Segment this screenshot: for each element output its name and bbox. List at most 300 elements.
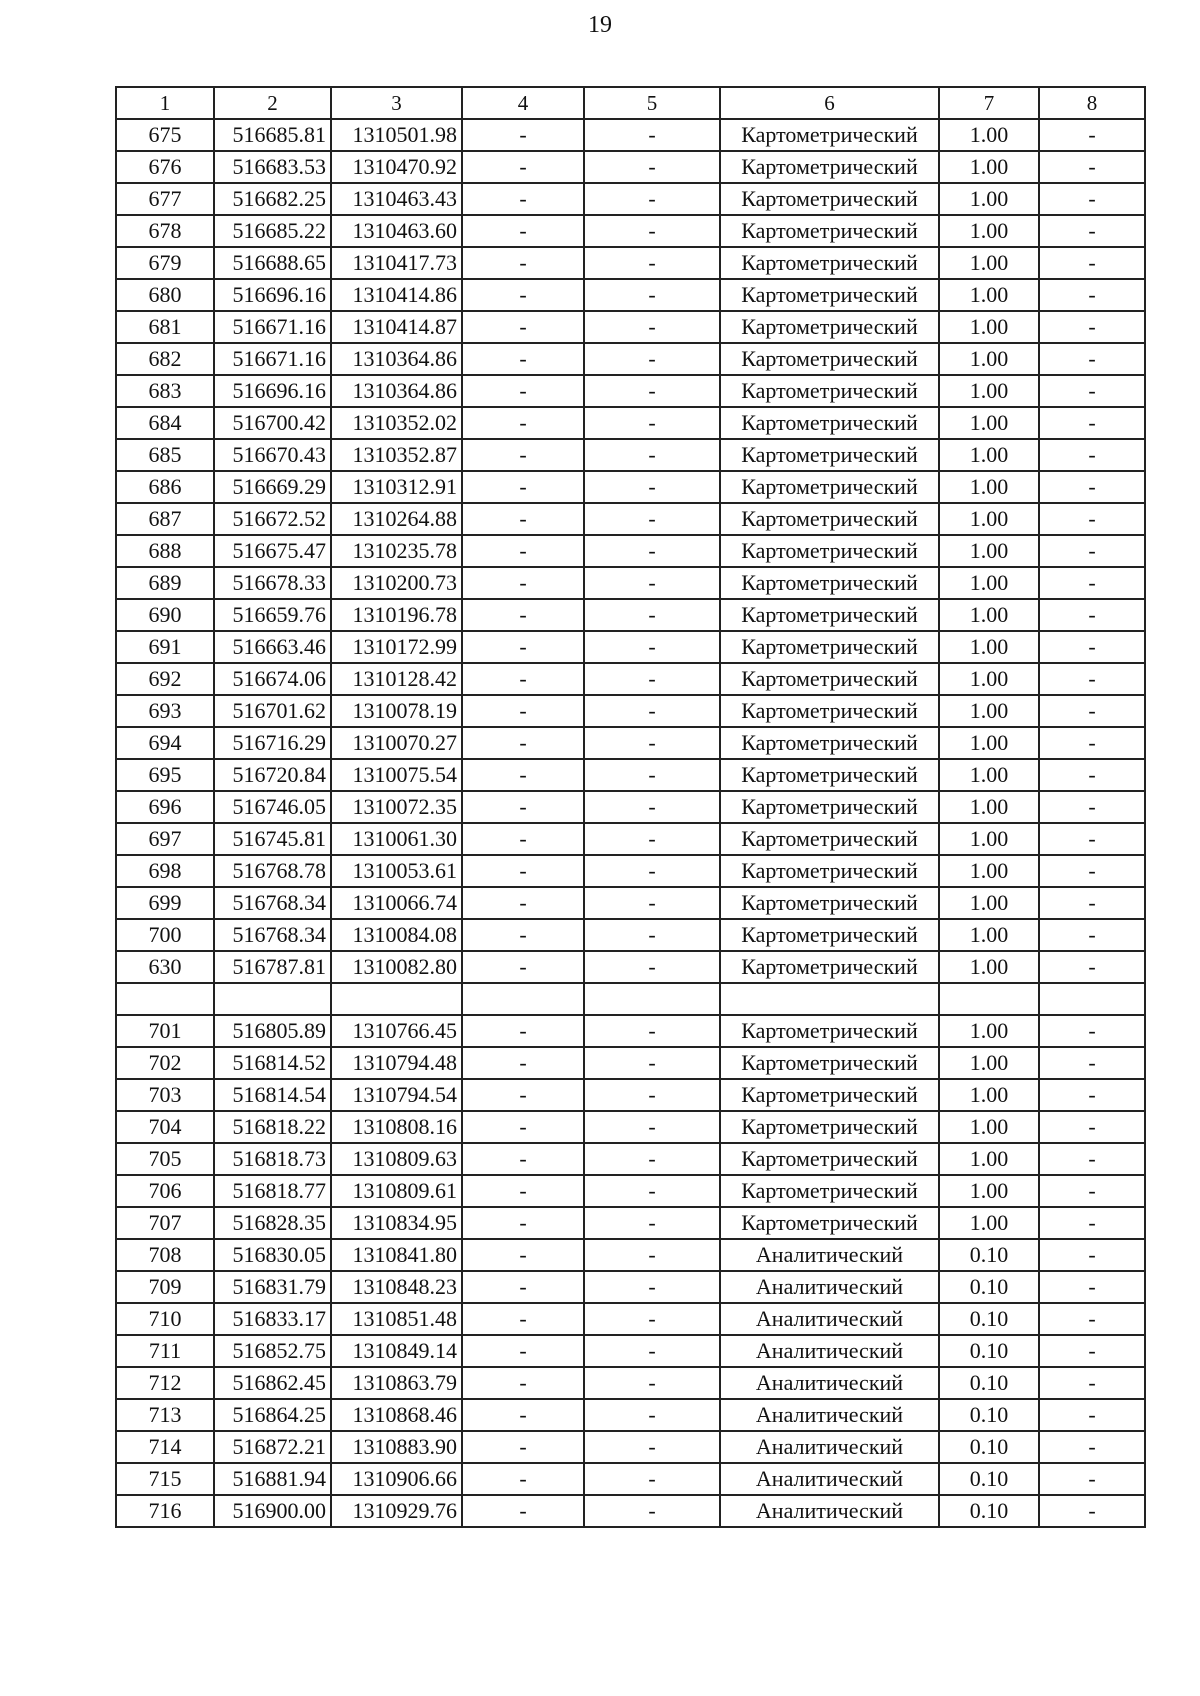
precision-cell: 1.00 — [939, 567, 1039, 599]
x-coordinate-cell: 516818.22 — [214, 1111, 331, 1143]
point-number-cell: 685 — [116, 439, 214, 471]
precision-cell: 1.00 — [939, 503, 1039, 535]
col-8-cell: - — [1039, 1047, 1145, 1079]
y-coordinate-cell: 1310082.80 — [331, 951, 462, 983]
method-cell: Аналитический — [720, 1495, 939, 1527]
table-row — [116, 855, 1145, 887]
col-5-cell: - — [584, 375, 720, 407]
method-cell: Картометрический — [720, 471, 939, 503]
method-cell: Картометрический — [720, 759, 939, 791]
col-4-cell — [462, 983, 584, 1015]
y-coordinate-cell: 1310070.27 — [331, 727, 462, 759]
col-4-cell: - — [462, 919, 584, 951]
method-cell: Картометрический — [720, 791, 939, 823]
point-number-cell: 699 — [116, 887, 214, 919]
y-coordinate-cell: 1310883.90 — [331, 1431, 462, 1463]
precision-cell: 1.00 — [939, 695, 1039, 727]
col-4-cell: - — [462, 183, 584, 215]
x-coordinate-cell: 516830.05 — [214, 1239, 331, 1271]
col-4-cell: - — [462, 407, 584, 439]
col-5-cell: - — [584, 1399, 720, 1431]
precision-cell: 1.00 — [939, 1015, 1039, 1047]
col-5-cell: - — [584, 599, 720, 631]
y-coordinate-cell: 1310834.95 — [331, 1207, 462, 1239]
col-5-cell: - — [584, 1431, 720, 1463]
x-coordinate-cell: 516674.06 — [214, 663, 331, 695]
point-number-cell: 690 — [116, 599, 214, 631]
col-8-cell: - — [1039, 119, 1145, 151]
method-cell: Картометрический — [720, 951, 939, 983]
column-header: 3 — [331, 87, 462, 119]
method-cell: Аналитический — [720, 1335, 939, 1367]
method-cell: Аналитический — [720, 1239, 939, 1271]
column-header: 6 — [720, 87, 939, 119]
col-4-cell: - — [462, 247, 584, 279]
table-row — [116, 119, 1145, 151]
precision-cell: 1.00 — [939, 343, 1039, 375]
method-cell: Картометрический — [720, 535, 939, 567]
table-row — [116, 503, 1145, 535]
y-coordinate-cell: 1310808.16 — [331, 1111, 462, 1143]
method-cell: Аналитический — [720, 1463, 939, 1495]
col-8-cell: - — [1039, 215, 1145, 247]
table-row — [116, 311, 1145, 343]
precision-cell: 0.10 — [939, 1431, 1039, 1463]
point-number-cell: 688 — [116, 535, 214, 567]
method-cell: Картометрический — [720, 663, 939, 695]
precision-cell: 1.00 — [939, 535, 1039, 567]
col-4-cell: - — [462, 1271, 584, 1303]
col-8-cell: - — [1039, 1495, 1145, 1527]
table-row — [116, 599, 1145, 631]
y-coordinate-cell: 1310075.54 — [331, 759, 462, 791]
col-8-cell: - — [1039, 951, 1145, 983]
precision-cell: 1.00 — [939, 1175, 1039, 1207]
col-4-cell: - — [462, 503, 584, 535]
col-4-cell: - — [462, 855, 584, 887]
x-coordinate-cell: 516852.75 — [214, 1335, 331, 1367]
table-row — [116, 1239, 1145, 1271]
precision-cell: 1.00 — [939, 727, 1039, 759]
precision-cell: 1.00 — [939, 311, 1039, 343]
x-coordinate-cell: 516787.81 — [214, 951, 331, 983]
precision-cell: 1.00 — [939, 375, 1039, 407]
col-8-cell: - — [1039, 887, 1145, 919]
point-number-cell: 703 — [116, 1079, 214, 1111]
col-4-cell: - — [462, 1431, 584, 1463]
point-number-cell: 683 — [116, 375, 214, 407]
col-8-cell: - — [1039, 1079, 1145, 1111]
col-5-cell: - — [584, 791, 720, 823]
method-cell: Картометрический — [720, 727, 939, 759]
y-coordinate-cell: 1310200.73 — [331, 567, 462, 599]
precision-cell: 0.10 — [939, 1367, 1039, 1399]
col-5-cell: - — [584, 1271, 720, 1303]
method-cell: Картометрический — [720, 247, 939, 279]
precision-cell: 1.00 — [939, 663, 1039, 695]
col-8-cell: - — [1039, 855, 1145, 887]
table-row — [116, 823, 1145, 855]
y-coordinate-cell: 1310463.43 — [331, 183, 462, 215]
col-5-cell: - — [584, 503, 720, 535]
col-4-cell: - — [462, 535, 584, 567]
col-4-cell: - — [462, 1015, 584, 1047]
precision-cell: 1.00 — [939, 471, 1039, 503]
y-coordinate-cell: 1310084.08 — [331, 919, 462, 951]
method-cell: Картометрический — [720, 1111, 939, 1143]
point-number-cell: 684 — [116, 407, 214, 439]
col-8-cell: - — [1039, 439, 1145, 471]
col-5-cell: - — [584, 567, 720, 599]
col-4-cell: - — [462, 823, 584, 855]
precision-cell: 1.00 — [939, 759, 1039, 791]
col-4-cell: - — [462, 1047, 584, 1079]
method-cell: Аналитический — [720, 1271, 939, 1303]
column-header: 8 — [1039, 87, 1145, 119]
table-row — [116, 1207, 1145, 1239]
x-coordinate-cell: 516678.33 — [214, 567, 331, 599]
table-row — [116, 183, 1145, 215]
point-number-cell: 695 — [116, 759, 214, 791]
y-coordinate-cell: 1310078.19 — [331, 695, 462, 727]
col-5-cell: - — [584, 343, 720, 375]
col-5-cell: - — [584, 695, 720, 727]
point-number-cell: 710 — [116, 1303, 214, 1335]
x-coordinate-cell: 516682.25 — [214, 183, 331, 215]
point-number-cell: 693 — [116, 695, 214, 727]
point-number-cell: 680 — [116, 279, 214, 311]
col-5-cell: - — [584, 1111, 720, 1143]
col-8-cell: - — [1039, 599, 1145, 631]
col-4-cell: - — [462, 343, 584, 375]
col-4-cell: - — [462, 663, 584, 695]
x-coordinate-cell: 516696.16 — [214, 279, 331, 311]
precision-cell — [939, 983, 1039, 1015]
col-4-cell: - — [462, 759, 584, 791]
col-8-cell: - — [1039, 1111, 1145, 1143]
col-4-cell: - — [462, 151, 584, 183]
col-4-cell: - — [462, 215, 584, 247]
y-coordinate-cell: 1310352.02 — [331, 407, 462, 439]
table-row — [116, 727, 1145, 759]
col-5-cell: - — [584, 1495, 720, 1527]
col-5-cell: - — [584, 1143, 720, 1175]
x-coordinate-cell: 516663.46 — [214, 631, 331, 663]
table-row — [116, 1271, 1145, 1303]
table-row — [116, 1015, 1145, 1047]
point-number-cell: 704 — [116, 1111, 214, 1143]
precision-cell: 1.00 — [939, 887, 1039, 919]
method-cell: Картометрический — [720, 503, 939, 535]
col-5-cell: - — [584, 823, 720, 855]
x-coordinate-cell: 516685.22 — [214, 215, 331, 247]
col-5-cell: - — [584, 407, 720, 439]
x-coordinate-cell: 516864.25 — [214, 1399, 331, 1431]
col-8-cell: - — [1039, 695, 1145, 727]
table-row — [116, 759, 1145, 791]
y-coordinate-cell: 1310414.86 — [331, 279, 462, 311]
point-number-cell: 682 — [116, 343, 214, 375]
x-coordinate-cell: 516696.16 — [214, 375, 331, 407]
point-number-cell: 689 — [116, 567, 214, 599]
x-coordinate-cell: 516828.35 — [214, 1207, 331, 1239]
col-5-cell: - — [584, 887, 720, 919]
column-header: 2 — [214, 87, 331, 119]
col-8-cell: - — [1039, 535, 1145, 567]
col-5-cell: - — [584, 1079, 720, 1111]
col-8-cell: - — [1039, 791, 1145, 823]
col-5-cell: - — [584, 279, 720, 311]
precision-cell: 1.00 — [939, 151, 1039, 183]
col-4-cell: - — [462, 1303, 584, 1335]
col-5-cell: - — [584, 471, 720, 503]
x-coordinate-cell: 516670.43 — [214, 439, 331, 471]
y-coordinate-cell: 1310364.86 — [331, 343, 462, 375]
point-number-cell: 677 — [116, 183, 214, 215]
method-cell: Картометрический — [720, 311, 939, 343]
y-coordinate-cell: 1310463.60 — [331, 215, 462, 247]
col-8-cell: - — [1039, 1335, 1145, 1367]
col-8-cell: - — [1039, 471, 1145, 503]
y-coordinate-cell: 1310172.99 — [331, 631, 462, 663]
column-header: 7 — [939, 87, 1039, 119]
x-coordinate-cell: 516720.84 — [214, 759, 331, 791]
point-number-cell: 714 — [116, 1431, 214, 1463]
col-5-cell: - — [584, 439, 720, 471]
point-number-cell: 694 — [116, 727, 214, 759]
x-coordinate-cell: 516831.79 — [214, 1271, 331, 1303]
y-coordinate-cell: 1310364.86 — [331, 375, 462, 407]
precision-cell: 0.10 — [939, 1239, 1039, 1271]
col-4-cell: - — [462, 951, 584, 983]
point-number-cell: 716 — [116, 1495, 214, 1527]
col-8-cell: - — [1039, 503, 1145, 535]
precision-cell: 1.00 — [939, 1207, 1039, 1239]
precision-cell: 1.00 — [939, 247, 1039, 279]
x-coordinate-cell: 516814.52 — [214, 1047, 331, 1079]
col-4-cell: - — [462, 1463, 584, 1495]
precision-cell: 1.00 — [939, 439, 1039, 471]
precision-cell: 1.00 — [939, 1079, 1039, 1111]
col-8-cell: - — [1039, 1271, 1145, 1303]
table-row — [116, 567, 1145, 599]
point-number-cell: 709 — [116, 1271, 214, 1303]
x-coordinate-cell: 516833.17 — [214, 1303, 331, 1335]
col-4-cell: - — [462, 471, 584, 503]
col-5-cell: - — [584, 1207, 720, 1239]
method-cell: Картометрический — [720, 343, 939, 375]
table-row — [116, 1111, 1145, 1143]
y-coordinate-cell — [331, 983, 462, 1015]
col-4-cell: - — [462, 631, 584, 663]
y-coordinate-cell: 1310066.74 — [331, 887, 462, 919]
col-5-cell: - — [584, 919, 720, 951]
method-cell: Картометрический — [720, 599, 939, 631]
page-number: 19 — [588, 12, 612, 38]
y-coordinate-cell: 1310312.91 — [331, 471, 462, 503]
point-number-cell: 708 — [116, 1239, 214, 1271]
precision-cell: 1.00 — [939, 791, 1039, 823]
col-8-cell: - — [1039, 919, 1145, 951]
col-8-cell: - — [1039, 1207, 1145, 1239]
col-4-cell: - — [462, 567, 584, 599]
table-row — [116, 1463, 1145, 1495]
table-row — [116, 1079, 1145, 1111]
col-8-cell: - — [1039, 151, 1145, 183]
x-coordinate-cell: 516672.52 — [214, 503, 331, 535]
table-row — [116, 343, 1145, 375]
y-coordinate-cell: 1310501.98 — [331, 119, 462, 151]
col-8-cell: - — [1039, 183, 1145, 215]
x-coordinate-cell: 516671.16 — [214, 343, 331, 375]
table-row — [116, 983, 1145, 1015]
precision-cell: 0.10 — [939, 1335, 1039, 1367]
y-coordinate-cell: 1310053.61 — [331, 855, 462, 887]
y-coordinate-cell: 1310414.87 — [331, 311, 462, 343]
table-row — [116, 951, 1145, 983]
col-4-cell: - — [462, 311, 584, 343]
precision-cell: 1.00 — [939, 951, 1039, 983]
point-number-cell: 706 — [116, 1175, 214, 1207]
table-row — [116, 1367, 1145, 1399]
col-5-cell: - — [584, 119, 720, 151]
x-coordinate-cell: 516818.73 — [214, 1143, 331, 1175]
col-4-cell: - — [462, 1207, 584, 1239]
col-8-cell: - — [1039, 727, 1145, 759]
col-5-cell: - — [584, 1015, 720, 1047]
y-coordinate-cell: 1310863.79 — [331, 1367, 462, 1399]
point-number-cell: 705 — [116, 1143, 214, 1175]
x-coordinate-cell: 516685.81 — [214, 119, 331, 151]
col-5-cell: - — [584, 855, 720, 887]
col-8-cell: - — [1039, 1239, 1145, 1271]
col-8-cell: - — [1039, 247, 1145, 279]
column-header: 4 — [462, 87, 584, 119]
precision-cell: 0.10 — [939, 1495, 1039, 1527]
method-cell: Картометрический — [720, 119, 939, 151]
column-header: 5 — [584, 87, 720, 119]
method-cell: Картометрический — [720, 855, 939, 887]
x-coordinate-cell: 516669.29 — [214, 471, 331, 503]
col-8-cell: - — [1039, 311, 1145, 343]
point-number-cell: 630 — [116, 951, 214, 983]
point-number-cell: 697 — [116, 823, 214, 855]
col-4-cell: - — [462, 887, 584, 919]
x-coordinate-cell: 516881.94 — [214, 1463, 331, 1495]
table-row — [116, 407, 1145, 439]
x-coordinate-cell: 516671.16 — [214, 311, 331, 343]
col-8-cell: - — [1039, 823, 1145, 855]
col-4-cell: - — [462, 1399, 584, 1431]
col-4-cell: - — [462, 375, 584, 407]
col-5-cell: - — [584, 1463, 720, 1495]
point-number-cell: 676 — [116, 151, 214, 183]
x-coordinate-cell: 516675.47 — [214, 535, 331, 567]
point-number-cell: 679 — [116, 247, 214, 279]
table-row — [116, 535, 1145, 567]
method-cell: Картометрический — [720, 1047, 939, 1079]
col-5-cell: - — [584, 1175, 720, 1207]
point-number-cell: 701 — [116, 1015, 214, 1047]
precision-cell: 1.00 — [939, 1111, 1039, 1143]
point-number-cell: 702 — [116, 1047, 214, 1079]
col-5-cell: - — [584, 631, 720, 663]
col-8-cell: - — [1039, 279, 1145, 311]
column-header: 1 — [116, 87, 214, 119]
y-coordinate-cell: 1310352.87 — [331, 439, 462, 471]
col-5-cell: - — [584, 1047, 720, 1079]
col-4-cell: - — [462, 1367, 584, 1399]
point-number-cell: 678 — [116, 215, 214, 247]
col-4-cell: - — [462, 1079, 584, 1111]
col-5-cell: - — [584, 535, 720, 567]
col-8-cell: - — [1039, 631, 1145, 663]
y-coordinate-cell: 1310196.78 — [331, 599, 462, 631]
y-coordinate-cell: 1310841.80 — [331, 1239, 462, 1271]
method-cell: Аналитический — [720, 1431, 939, 1463]
table-row — [116, 215, 1145, 247]
col-5-cell: - — [584, 311, 720, 343]
col-5-cell: - — [584, 1335, 720, 1367]
col-8-cell: - — [1039, 663, 1145, 695]
method-cell: Картометрический — [720, 407, 939, 439]
precision-cell: 1.00 — [939, 119, 1039, 151]
point-number-cell: 711 — [116, 1335, 214, 1367]
col-8-cell: - — [1039, 1431, 1145, 1463]
method-cell: Картометрический — [720, 567, 939, 599]
method-cell: Картометрический — [720, 1143, 939, 1175]
col-8-cell: - — [1039, 567, 1145, 599]
col-4-cell: - — [462, 1175, 584, 1207]
col-4-cell: - — [462, 1335, 584, 1367]
x-coordinate-cell: 516862.45 — [214, 1367, 331, 1399]
x-coordinate-cell: 516900.00 — [214, 1495, 331, 1527]
col-5-cell: - — [584, 951, 720, 983]
y-coordinate-cell: 1310264.88 — [331, 503, 462, 535]
x-coordinate-cell: 516683.53 — [214, 151, 331, 183]
x-coordinate-cell: 516872.21 — [214, 1431, 331, 1463]
col-8-cell: - — [1039, 1143, 1145, 1175]
precision-cell: 1.00 — [939, 823, 1039, 855]
precision-cell: 1.00 — [939, 855, 1039, 887]
table-row — [116, 151, 1145, 183]
col-4-cell: - — [462, 439, 584, 471]
method-cell: Картометрический — [720, 375, 939, 407]
method-cell: Картометрический — [720, 439, 939, 471]
method-cell: Аналитический — [720, 1303, 939, 1335]
col-4-cell: - — [462, 695, 584, 727]
method-cell: Картометрический — [720, 279, 939, 311]
method-cell: Аналитический — [720, 1399, 939, 1431]
x-coordinate-cell: 516805.89 — [214, 1015, 331, 1047]
table-row — [116, 1175, 1145, 1207]
table-row — [116, 1047, 1145, 1079]
x-coordinate-cell: 516814.54 — [214, 1079, 331, 1111]
method-cell: Картометрический — [720, 1175, 939, 1207]
point-number-cell: 698 — [116, 855, 214, 887]
method-cell: Картометрический — [720, 695, 939, 727]
table-row — [116, 471, 1145, 503]
point-number-cell: 713 — [116, 1399, 214, 1431]
col-8-cell: - — [1039, 343, 1145, 375]
col-5-cell: - — [584, 247, 720, 279]
col-8-cell: - — [1039, 1303, 1145, 1335]
x-coordinate-cell: 516701.62 — [214, 695, 331, 727]
col-5-cell: - — [584, 663, 720, 695]
precision-cell: 1.00 — [939, 279, 1039, 311]
precision-cell: 1.00 — [939, 407, 1039, 439]
x-coordinate-cell: 516716.29 — [214, 727, 331, 759]
